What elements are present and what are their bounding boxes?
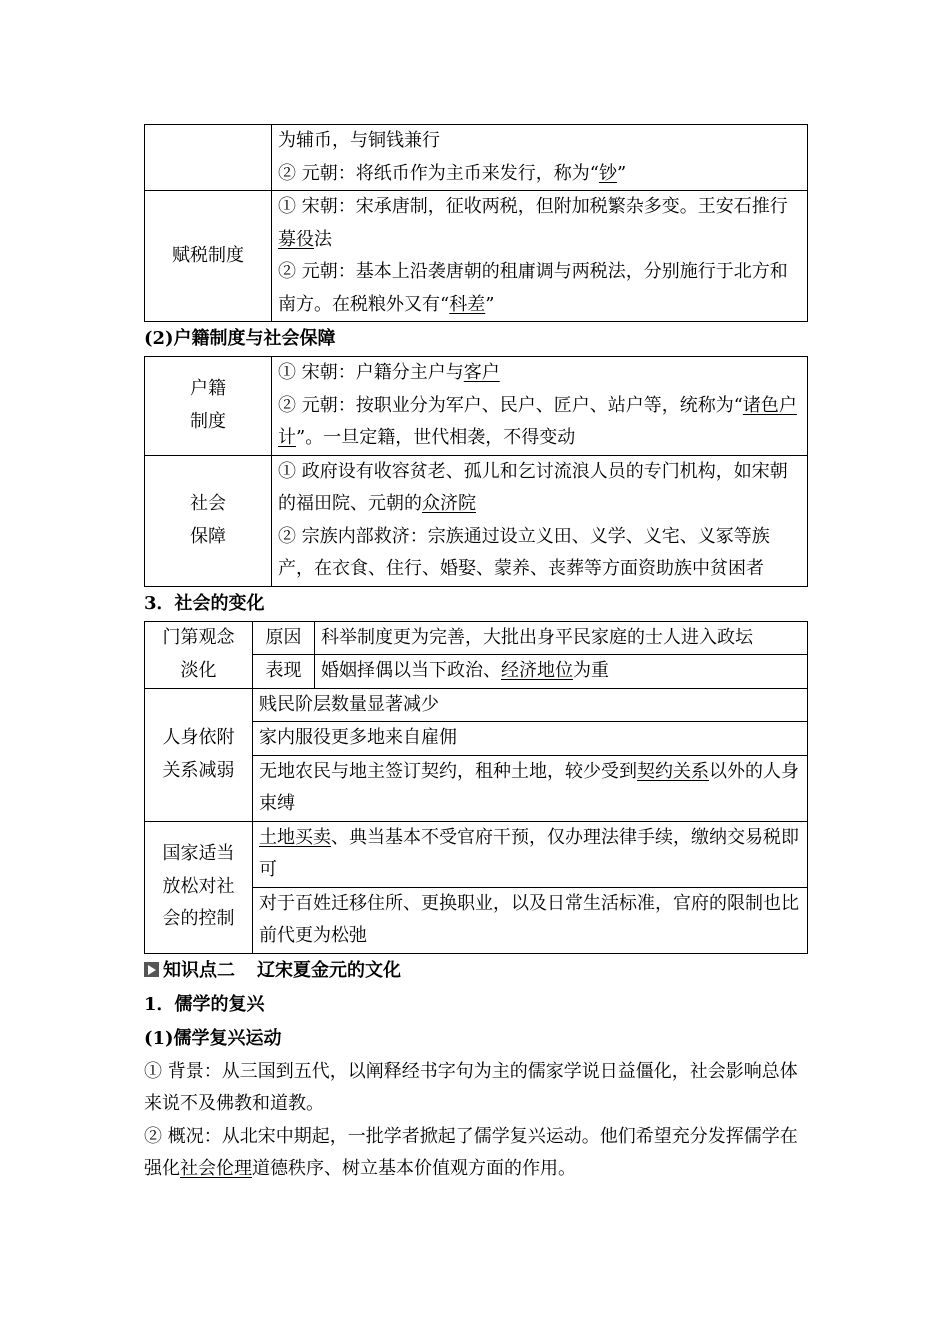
table-row [145, 125, 808, 191]
group-head: 人身依附关系减弱 [145, 688, 253, 821]
row-content [272, 191, 808, 322]
cell-text: 家内服役更多地来自雇佣 [253, 722, 808, 756]
content-line [278, 191, 801, 256]
underlined-term: 科差 [449, 293, 486, 315]
row-content [272, 125, 808, 191]
knowledge-point-heading [144, 954, 807, 988]
text: 为重 [573, 660, 609, 681]
social-change-table [144, 621, 808, 954]
text: ① 宋朝：户籍分主户与 [278, 362, 464, 383]
text: ② 概况：从北宋中期起，一批学者掀起了儒学复兴运动。他们希望充分发挥儒学在强化 [144, 1125, 798, 1180]
table-row [145, 455, 808, 586]
head-line: 户籍 [190, 378, 226, 400]
paragraph [144, 1121, 807, 1186]
section-heading: (2)户籍制度与社会保障 [144, 328, 336, 349]
economy-table [144, 124, 808, 322]
table-row [145, 191, 808, 322]
cell-text [253, 755, 808, 821]
group-head: 国家适当放松对社会的控制 [145, 821, 253, 953]
subsection-heading: 1．儒学的复兴 [144, 993, 265, 1015]
underlined-term: 募役 [278, 228, 314, 250]
table-row [145, 688, 808, 722]
content-line: ② 宗族内部救济：宗族通过设立义田、义学、义宅、义冢等族产，在衣食、住行、婚娶、蒙养、丧葬等方面资助族中贫困者 [278, 525, 770, 579]
kp-title: 辽宋夏金元的文化 [257, 959, 401, 981]
row-head: 赋税制度 [145, 191, 272, 322]
underlined-term: 众济院 [422, 493, 476, 514]
table-row [145, 621, 808, 655]
cell-text [315, 655, 808, 689]
text: ② 元朝：将纸币作为主币来发行，称为“ [278, 162, 599, 184]
head-line: 制度 [190, 410, 226, 432]
subsection-heading: (1)儒学复兴运动 [144, 1027, 282, 1049]
underlined-term: 钞 [598, 162, 617, 184]
content-line [278, 158, 801, 191]
text: 、典当基本不受官府干预，仅办理法律手续，缴纳交易税即可 [259, 826, 799, 880]
underlined-term: 客户 [463, 362, 500, 383]
paragraph: ① 背景：从三国到五代，以阐释经书字句为主的儒家学说日益僵化，社会影响总体来说不及佛教和道教。 [144, 1060, 798, 1115]
underlined-term: 诸色户计 [278, 394, 797, 448]
underlined-term: 社会伦理 [180, 1158, 252, 1180]
play-triangle-icon [144, 962, 159, 977]
text: 婚姻择偶以当下政治、 [321, 660, 501, 681]
underlined-term: 契约关系 [637, 760, 709, 782]
row-head [145, 357, 272, 456]
group-head: 门第观念淡化 [145, 621, 253, 688]
text: ”。一旦定籍，世代相袭，不得变动 [296, 427, 576, 448]
table-row [145, 821, 808, 887]
underlined-term: 经济地位 [501, 660, 573, 681]
table-row [145, 357, 808, 456]
text: ② 元朝：按职业分为军户、民户、匠户、站户等，统称为“ [278, 394, 743, 416]
head-line: 社会 [190, 493, 226, 514]
content-line [278, 357, 801, 390]
section-heading: 3．社会的变化 [144, 592, 265, 614]
underlined-term: 土地买卖 [259, 826, 331, 848]
text: 无地农民与地主签订契约，租种土地，较少受到 [259, 760, 637, 782]
text: ① 政府设有收容贫老、孤儿和乞讨流浪人员的专门机构，如宋朝的福田院、元朝的 [278, 460, 788, 514]
cell-text: 对于百姓迁移住所、更换职业，以及日常生活标准，官府的限制也比前代更为松弛 [253, 887, 808, 953]
text: 道德秩序、树立基本价值观方面的作用。 [252, 1158, 576, 1180]
content-line: 为辅币，与铜钱兼行 [278, 130, 440, 151]
cell-text: 贱民阶层数量显著减少 [253, 688, 808, 722]
content-line [278, 456, 801, 521]
text: ” [616, 162, 627, 184]
cell-label: 表现 [253, 655, 315, 689]
cell-label: 原因 [253, 621, 315, 655]
text: ② 元朝：基本上沿袭唐朝的租庸调与两税法，分别施行于北方和南方。在税粮外又有“ [278, 261, 788, 315]
kp-label: 知识点二 [163, 959, 235, 981]
document-page [144, 124, 807, 1186]
text: ” [485, 293, 495, 315]
registration-table [144, 356, 808, 587]
row-content [272, 455, 808, 586]
head-line: 保障 [190, 525, 226, 547]
content-line [278, 256, 801, 321]
cell-text: 科举制度更为完善，大批出身平民家庭的士人进入政坛 [315, 621, 808, 655]
text: 以外的人身束缚 [259, 760, 799, 814]
text: 法 [314, 228, 332, 250]
content-line [278, 390, 801, 455]
row-head [145, 125, 272, 191]
text: ① 宋朝：宋承唐制，征收两税，但附加税繁杂多变。王安石推行 [278, 196, 788, 217]
row-content [272, 357, 808, 456]
row-head [145, 455, 272, 586]
cell-text [253, 821, 808, 887]
